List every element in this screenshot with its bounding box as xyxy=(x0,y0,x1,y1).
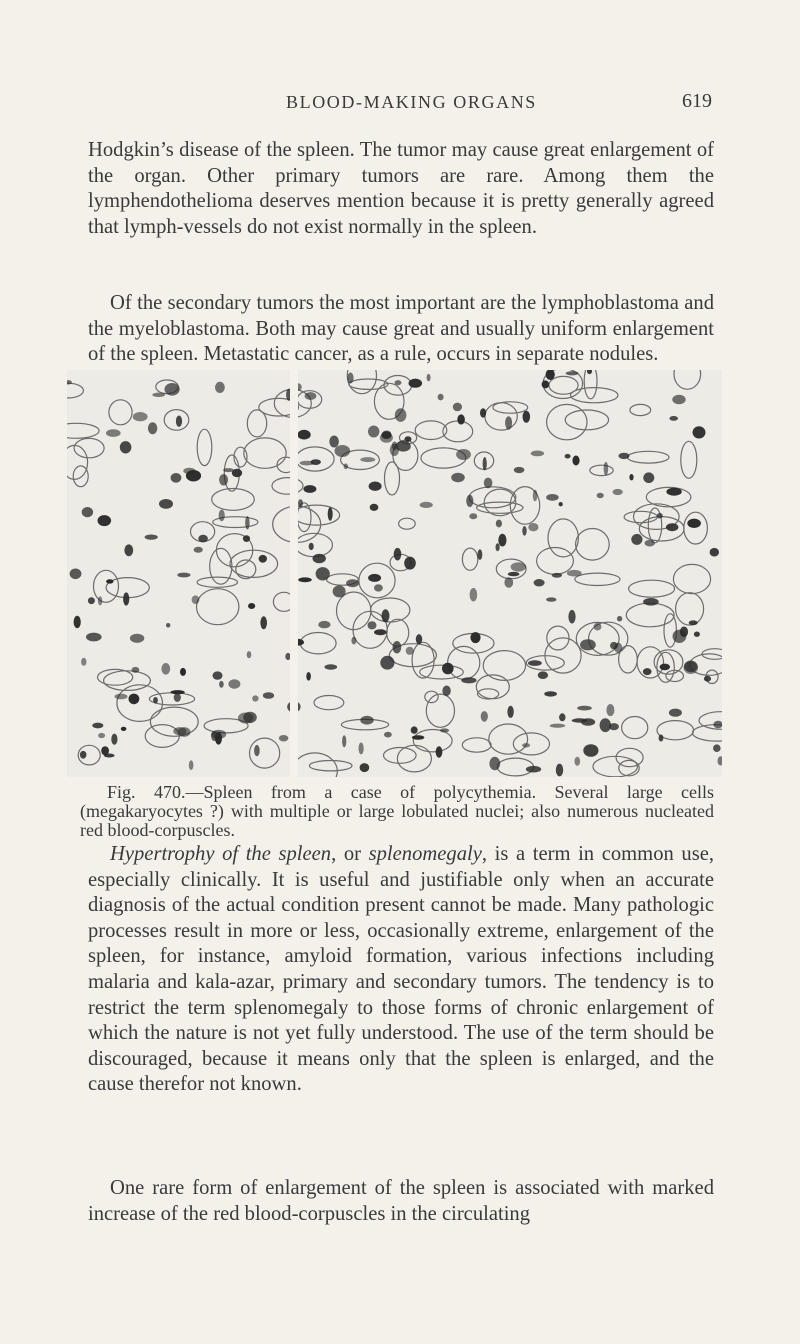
nucleus xyxy=(552,573,562,578)
nucleus xyxy=(687,519,701,528)
nucleus xyxy=(303,485,316,493)
nucleus xyxy=(324,664,337,669)
nucleus xyxy=(617,616,622,622)
nucleus xyxy=(152,393,165,397)
nucleus xyxy=(259,555,267,563)
nucleus xyxy=(469,513,477,519)
nucleus xyxy=(600,718,611,732)
nucleus xyxy=(86,633,102,642)
nucleus xyxy=(544,691,557,696)
nucleus xyxy=(145,535,158,540)
nucleus xyxy=(597,493,604,498)
nucleus xyxy=(159,499,173,509)
nucleus xyxy=(80,751,87,759)
nucleus xyxy=(618,453,629,459)
nucleus xyxy=(346,579,359,587)
nucleus xyxy=(507,706,513,718)
nucleus xyxy=(713,744,721,752)
nucleus xyxy=(380,433,393,443)
nucleus xyxy=(106,579,113,583)
nucleus xyxy=(392,442,398,451)
nucleus xyxy=(111,734,117,745)
nucleus xyxy=(329,436,339,448)
nucleus xyxy=(546,494,559,501)
nucleus xyxy=(359,743,364,755)
nucleus xyxy=(382,609,390,622)
nucleus xyxy=(133,412,148,421)
nucleus xyxy=(395,408,407,422)
nucleus xyxy=(566,371,579,375)
nucleus xyxy=(395,380,402,385)
nucleus xyxy=(130,634,144,643)
nucleus xyxy=(704,676,711,682)
nucleus xyxy=(442,686,450,697)
nucleus xyxy=(440,728,449,732)
nucleus xyxy=(478,549,483,560)
nucleus xyxy=(660,664,671,671)
nucleus xyxy=(380,656,394,670)
running-title: BLOOD-MAKING ORGANS xyxy=(286,92,537,112)
nucleus xyxy=(260,616,267,629)
nucleus xyxy=(559,502,563,506)
nucleus xyxy=(313,554,326,564)
nucleus xyxy=(484,478,493,489)
nucleus xyxy=(567,570,582,577)
nucleus xyxy=(98,596,102,605)
nucleus xyxy=(120,441,132,453)
nucleus xyxy=(412,735,424,740)
term-connector: , or xyxy=(331,843,369,865)
nucleus xyxy=(161,663,170,675)
nucleus xyxy=(528,523,538,531)
nucleus xyxy=(311,459,321,465)
nucleus xyxy=(328,507,333,521)
nucleus xyxy=(174,693,181,702)
nucleus xyxy=(177,573,190,578)
nucleus xyxy=(538,671,548,679)
nucleus xyxy=(124,544,133,556)
nucleus xyxy=(306,672,311,681)
nucleus xyxy=(550,724,566,728)
nucleus xyxy=(436,746,443,757)
nucleus xyxy=(106,429,121,437)
nucleus xyxy=(546,597,556,601)
nucleus xyxy=(132,667,140,673)
nucleus xyxy=(374,584,383,591)
nucleus xyxy=(575,757,581,766)
nucleus xyxy=(171,473,182,483)
nucleus xyxy=(121,727,127,731)
term-splenomegaly: splenomegaly xyxy=(368,843,482,865)
nucleus xyxy=(374,629,387,635)
nucleus xyxy=(309,543,314,550)
nucleus xyxy=(659,735,664,742)
nucleus xyxy=(285,653,290,660)
nucleus xyxy=(368,621,377,629)
nucleus xyxy=(148,422,157,434)
nucleus xyxy=(215,382,225,393)
nucleus xyxy=(360,716,373,725)
micrograph-image xyxy=(67,370,722,777)
nucleus xyxy=(504,577,513,588)
nucleus xyxy=(368,426,379,438)
nucleus xyxy=(514,467,525,473)
nucleus xyxy=(115,694,128,700)
nucleus xyxy=(643,472,654,483)
nucleus xyxy=(613,489,623,495)
nucleus xyxy=(81,658,86,666)
nucleus xyxy=(298,430,311,440)
nucleus xyxy=(470,588,478,602)
nucleus xyxy=(396,441,411,452)
nucleus xyxy=(165,383,180,396)
nucleus xyxy=(98,733,105,738)
nucleus xyxy=(360,457,375,462)
nucleus xyxy=(247,651,252,658)
nucleus xyxy=(192,595,200,604)
nucleus xyxy=(693,426,706,438)
paragraph-rare-form: One rare form of enlargement of the spleen is associated with marked increase of the red blood-corpuscles in the circulating xyxy=(88,1177,714,1225)
nucleus xyxy=(565,454,571,459)
nucleus xyxy=(684,661,699,674)
nucleus xyxy=(219,510,225,522)
nucleus xyxy=(166,623,170,628)
nucleus xyxy=(243,535,250,542)
nucleus xyxy=(498,534,506,547)
nucleus xyxy=(347,373,353,384)
nucleus xyxy=(427,374,431,381)
nucleus xyxy=(694,632,700,637)
nucleus xyxy=(556,764,563,777)
nucleus xyxy=(669,709,682,717)
nucleus xyxy=(213,671,223,679)
nucleus xyxy=(298,577,312,582)
paragraph-hypertrophy-rest: , is a term in common use, especially clinically. It is useful and justifiable only when an accurate diagnosis of the actual condition present cannot be made. Many pathologic processes result in more or less, occasionally extreme, enlargement of the spleen, for instance, amyloid formation, various infections including malaria and kala-azar, primary and secondary tumors. The tendency is to restrict the term splenomegaly to those forms of chronic enlargement of which the nature is not yet fully understood. The use of the term should be discouraged, because it means only that the spleen is enlarged, and the cause therefor not known. xyxy=(88,843,714,1096)
nucleus xyxy=(411,726,418,733)
nucleus xyxy=(533,490,538,502)
paragraph-secondary-tumors: Of the secondary tumors the most important are the lymphoblastoma and the myeloblastoma. Both may cause great and usually uniform enlargement of the spleen. Metastatic cancer, as a rule, occurs in separate nodules. xyxy=(88,292,714,366)
nucleus xyxy=(580,639,596,650)
nucleus xyxy=(666,523,678,531)
nucleus xyxy=(180,668,186,676)
nucleus xyxy=(610,642,618,649)
nucleus xyxy=(680,627,688,638)
nucleus xyxy=(534,579,545,586)
figure-caption: Fig. 470.—Spleen from a case of polycythemia. Several large cells (megakaryocytes ?) with multiple or large lobulated nuclei; also numerous nucleated red blood-corpuscles. xyxy=(80,782,714,840)
nucleus xyxy=(211,731,217,741)
nucleus xyxy=(104,754,115,758)
nucleus xyxy=(74,616,81,628)
nucleus xyxy=(183,468,195,474)
nucleus xyxy=(194,547,203,553)
nucleus xyxy=(238,713,253,724)
nucleus xyxy=(420,502,433,508)
nucleus xyxy=(481,711,488,722)
nucleus xyxy=(123,592,129,605)
nucleus xyxy=(344,463,348,469)
nucleus xyxy=(672,395,685,405)
nucleus xyxy=(542,380,550,388)
nucleus xyxy=(496,520,502,528)
nucleus xyxy=(531,451,544,457)
nucleus xyxy=(393,641,402,653)
nucleus xyxy=(416,634,422,644)
nucleus xyxy=(577,706,592,711)
nucleus xyxy=(643,668,652,675)
micrograph-figure xyxy=(67,370,722,777)
nucleus xyxy=(369,482,382,491)
nucleus xyxy=(457,414,465,424)
nucleus xyxy=(438,394,444,401)
nucleus xyxy=(153,697,158,703)
nucleus xyxy=(405,436,412,442)
nucleus xyxy=(198,535,208,543)
nucleus xyxy=(263,692,274,699)
running-head xyxy=(0,92,800,122)
nucleus xyxy=(568,610,575,624)
nucleus xyxy=(528,660,542,666)
nucleus xyxy=(604,462,609,475)
nucleus xyxy=(98,515,112,526)
nucleus xyxy=(645,540,655,547)
nucleus xyxy=(88,597,95,604)
nucleus xyxy=(335,445,351,457)
nucleus xyxy=(305,392,317,400)
nucleus xyxy=(631,534,642,545)
nucleus xyxy=(176,416,182,427)
nucleus xyxy=(248,603,255,609)
nucleus xyxy=(170,690,184,694)
nucleus xyxy=(252,695,258,701)
nucleus xyxy=(384,732,392,738)
nucleus xyxy=(70,569,82,580)
nucleus xyxy=(461,677,476,683)
nucleus xyxy=(456,449,471,460)
nucleus xyxy=(370,504,379,511)
nucleus xyxy=(606,704,614,716)
nucleus xyxy=(82,507,93,517)
nucleus xyxy=(583,744,598,757)
nucleus xyxy=(657,513,663,518)
nucleus xyxy=(318,621,330,628)
nucleus xyxy=(254,745,260,756)
nucleus xyxy=(409,379,423,388)
nucleus xyxy=(572,456,579,466)
nucleus xyxy=(360,763,370,772)
nucleus xyxy=(394,548,402,561)
nucleus xyxy=(279,735,288,741)
nucleus xyxy=(232,469,242,477)
nucleus xyxy=(342,735,346,747)
nucleus xyxy=(245,516,249,529)
nucleus xyxy=(522,526,526,536)
nucleus xyxy=(710,548,719,557)
page-number: 619 xyxy=(682,90,712,112)
nucleus xyxy=(522,743,530,747)
nucleus xyxy=(559,713,565,721)
nucleus xyxy=(298,499,303,507)
nucleus xyxy=(572,718,588,722)
nucleus xyxy=(669,416,678,421)
nucleus xyxy=(511,562,526,571)
term-hypertrophy: Hypertrophy of the spleen xyxy=(110,843,332,865)
nucleus xyxy=(453,403,462,412)
nucleus xyxy=(629,474,633,480)
nucleus xyxy=(689,620,698,625)
nucleus xyxy=(333,585,346,597)
nucleus xyxy=(316,567,330,580)
nucleus xyxy=(666,488,681,496)
paragraph-hodgkin: Hodgkin’s disease of the spleen. The tumor may cause great enlargement of the organ. Other primary tumors are rare. Among them the lymphendothelioma deserves mention because it is pretty generally agreed that lymph-vessels do not exist normally in the spleen. xyxy=(88,139,714,238)
nucleus xyxy=(189,760,194,770)
nucleus xyxy=(92,723,103,729)
nucleus xyxy=(219,474,228,485)
nucleus xyxy=(368,574,381,582)
nucleus xyxy=(489,757,500,770)
nucleus xyxy=(496,543,500,551)
nucleus xyxy=(406,647,414,655)
nucleus xyxy=(173,727,186,735)
nucleus xyxy=(129,694,140,705)
nucleus xyxy=(466,495,473,507)
nucleus xyxy=(228,679,240,688)
nucleus xyxy=(523,411,531,423)
nucleus xyxy=(505,416,512,429)
paragraph-hypertrophy xyxy=(88,842,714,1098)
nucleus xyxy=(643,598,659,606)
nucleus xyxy=(480,408,486,417)
nucleus xyxy=(508,572,520,576)
nucleus xyxy=(442,663,454,675)
nucleus xyxy=(219,681,224,688)
nucleus xyxy=(470,632,480,643)
nucleus xyxy=(404,557,416,570)
nucleus xyxy=(483,457,487,470)
nucleus xyxy=(451,473,465,482)
nucleus xyxy=(526,766,541,773)
nucleus xyxy=(594,623,602,631)
nucleus xyxy=(351,637,356,645)
